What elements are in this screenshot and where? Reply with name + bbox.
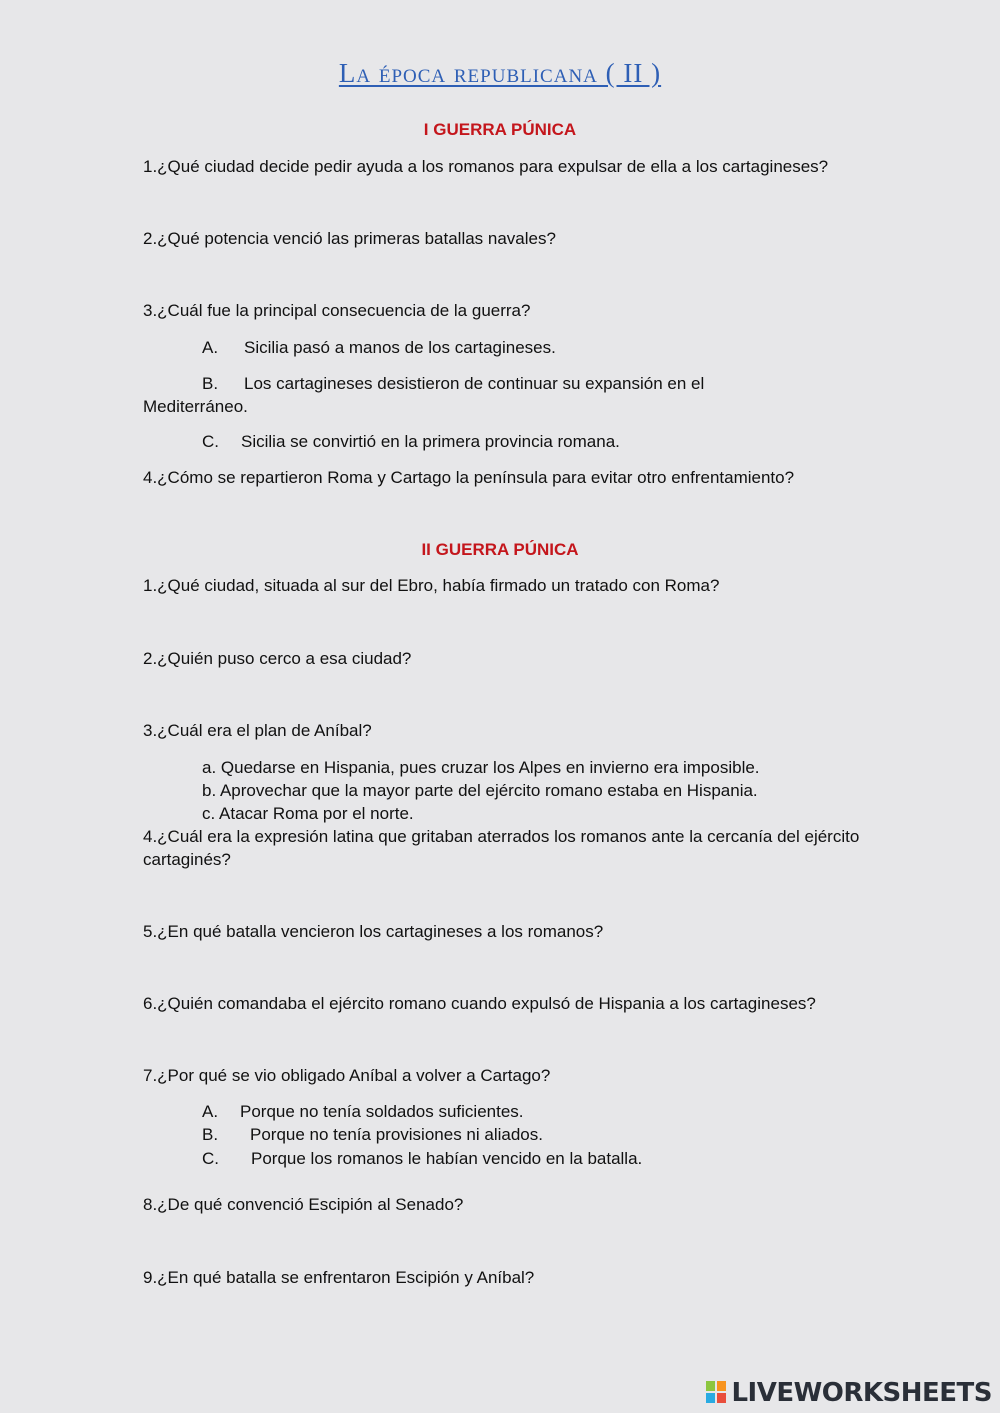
question-2-5: 5.¿En qué batalla vencieron los cartagineses a los romanos?: [143, 922, 604, 941]
question-2-6: 6.¿Quién comandaba el ejército romano cuando expulsó de Hispania a los cartagineses?: [143, 994, 816, 1013]
liveworksheets-logo[interactable]: [706, 1379, 992, 1407]
question-1-3: 3.¿Cuál fue la principal consecuencia de la guerra?: [143, 301, 531, 320]
option-1-3-a: A. Sicilia pasó a manos de los cartagineses.: [202, 338, 556, 357]
section-heading-1: I GUERRA PÚNICA: [423, 120, 577, 139]
question-1-4: 4.¿Cómo se repartieron Roma y Cartago la península para evitar otro enfrentamiento?: [143, 468, 795, 487]
option-2-7-a: A. Porque no tenía soldados suficientes.: [202, 1102, 524, 1121]
question-2-8: 8.¿De qué convenció Escipión al Senado?: [143, 1195, 464, 1214]
question-2-7: 7.¿Por qué se vio obligado Aníbal a volver a Cartago?: [143, 1066, 551, 1085]
option-2-3-c: c. Atacar Roma por el norte.: [202, 804, 414, 823]
option-1-3-b-continued: Mediterráneo.: [143, 397, 248, 416]
section-heading-2: II GUERRA PÚNICA: [421, 540, 579, 559]
brand-name: LIVEWORKSHEETS: [731, 1378, 992, 1408]
question-2-3: 3.¿Cuál era el plan de Aníbal?: [143, 721, 372, 740]
question-2-2: 2.¿Quién puso cerco a esa ciudad?: [143, 649, 412, 668]
question-2-4: 4.¿Cuál era la expresión latina que gritaban aterrados los romanos ante la cercanía del ejército cartaginés?: [143, 827, 860, 869]
option-2-3-a: a. Quedarse en Hispania, pues cruzar los Alpes en invierno era imposible.: [202, 758, 760, 777]
question-2-1: 1.¿Qué ciudad, situada al sur del Ebro, había firmado un tratado con Roma?: [143, 576, 720, 595]
question-1-1: 1.¿Qué ciudad decide pedir ayuda a los romanos para expulsar de ella a los cartagineses?: [143, 157, 829, 176]
question-2-9: 9.¿En qué batalla se enfrentaron Escipión y Aníbal?: [143, 1268, 535, 1287]
option-1-3-c: C. Sicilia se convirtió en la primera provincia romana.: [202, 432, 620, 451]
option-2-7-c: C. Porque los romanos le habían vencido en la batalla.: [202, 1149, 643, 1168]
question-1-2: 2.¿Qué potencia venció las primeras batallas navales?: [143, 229, 556, 248]
option-1-3-b: B. Los cartagineses desistieron de continuar su expansión en el: [202, 374, 705, 393]
page-title: La época republicana ( II ): [338, 58, 662, 88]
live-logo-icon: [706, 1381, 728, 1405]
option-2-7-b: B. Porque no tenía provisiones ni aliados.: [202, 1125, 543, 1144]
option-2-3-b: b. Aprovechar que la mayor parte del ejército romano estaba en Hispania.: [202, 781, 758, 800]
